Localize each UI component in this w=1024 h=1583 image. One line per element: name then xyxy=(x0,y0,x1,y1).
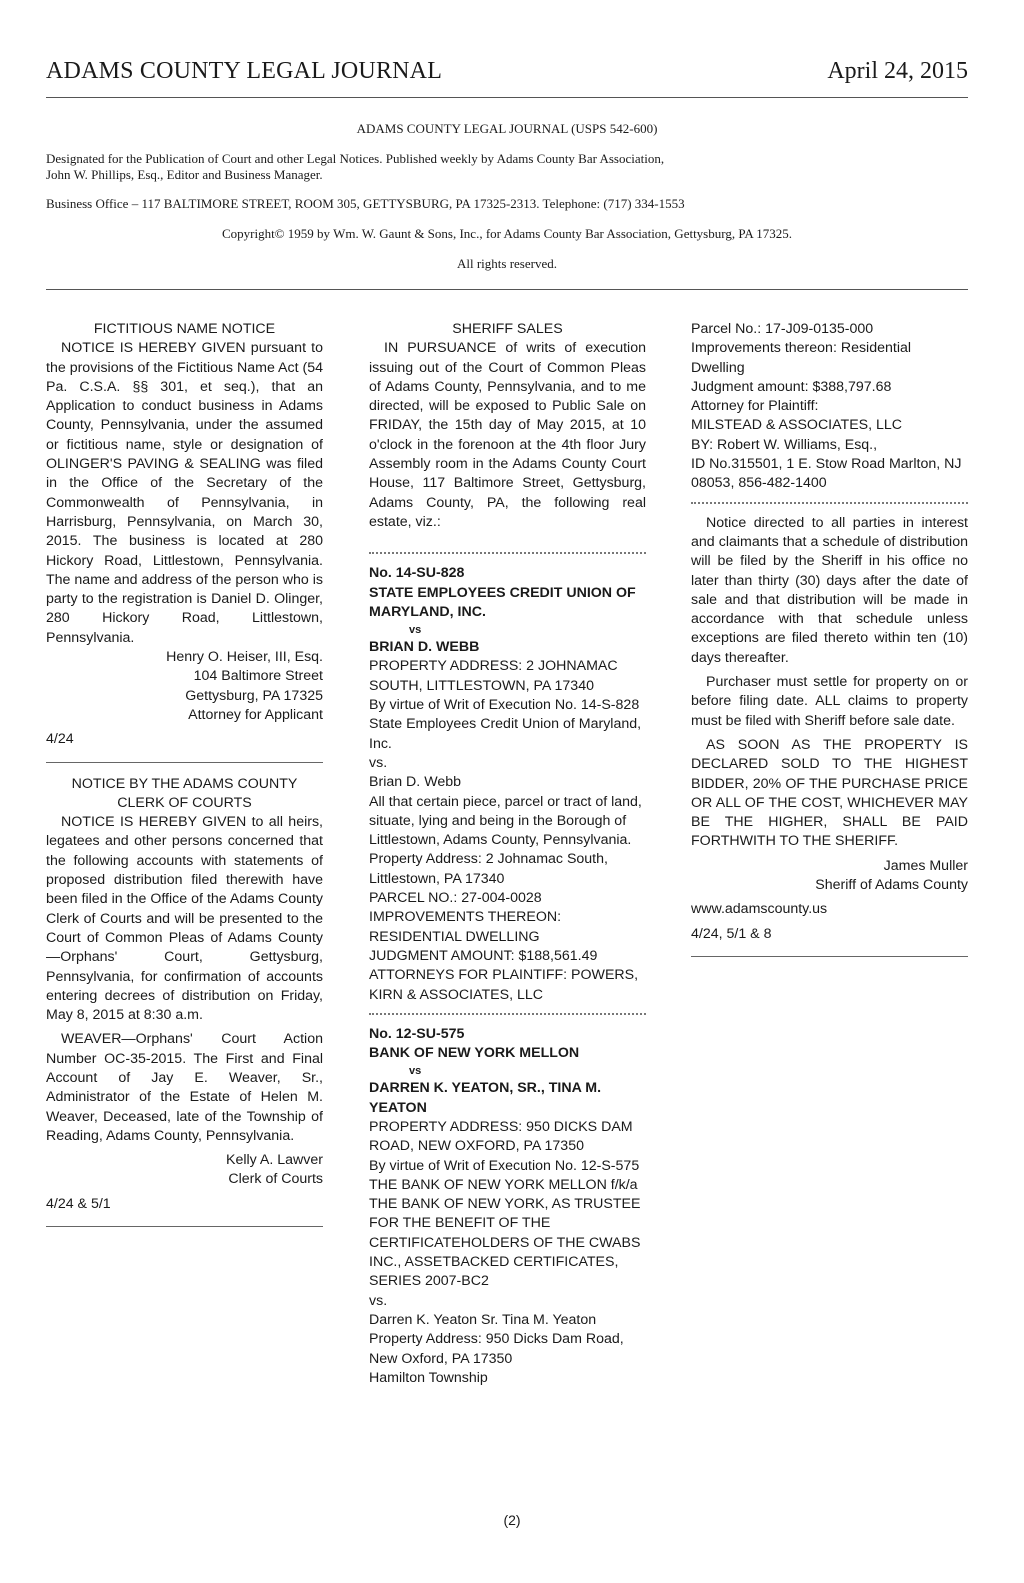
business-office: Business Office – 117 BALTIMORE STREET, ROOM 305, GETTYSBURG, PA 17325-2313. Telephone: (717) 334-1553 xyxy=(46,196,685,211)
column-3 xyxy=(691,320,968,969)
case-line: By virtue of Writ of Execution No. 12-S-575 xyxy=(369,1157,640,1174)
case-plaintiff: STATE EMPLOYEES CREDIT UNION OF MARYLAND, INC. xyxy=(369,584,636,620)
sheriff-heading: SHERIFF SALES xyxy=(452,321,563,337)
fictitious-signature-role: Attorney for Applicant xyxy=(188,706,323,723)
divider xyxy=(691,956,968,957)
case-line: JUDGMENT AMOUNT: $188,561.49 xyxy=(369,947,598,964)
case-line: Darren K. Yeaton Sr. Tina M. Yeaton xyxy=(369,1311,597,1328)
continued-line: Parcel No.: 17-J09-0135-000 xyxy=(691,321,874,337)
continued-line: Attorney for Plaintiff: xyxy=(691,398,819,415)
fictitious-heading: FICTITIOUS NAME NOTICE xyxy=(93,321,276,337)
case-line: Property Address: 950 Dicks Dam Road, New Oxford, PA 17350 xyxy=(369,1331,624,1367)
divider xyxy=(46,1226,323,1227)
case-line: All that certain piece, parcel or tract of land, situate, lying and being in the Borough of Littlestown, Adams County, Pennsylvania. xyxy=(369,793,642,849)
column-1 xyxy=(46,320,323,1239)
fictitious-dates: 4/24 xyxy=(46,731,74,748)
journal-title: ADAMS COUNTY LEGAL JOURNAL xyxy=(46,58,443,84)
continued-line: Improvements thereon: Residential Dwelling xyxy=(691,340,912,376)
continued-line: BY: Robert W. Williams, Esq., xyxy=(691,436,878,453)
page-number: (2) xyxy=(503,1512,521,1528)
fictitious-signature-street: 104 Baltimore Street xyxy=(193,668,323,685)
case-line: PROPERTY ADDRESS: 2 JOHNAMAC SOUTH, LITTLESTOWN, PA 17340 xyxy=(369,658,618,694)
sheriff-website[interactable]: www.adamscounty.us xyxy=(691,901,828,918)
case-plaintiff: BANK OF NEW YORK MELLON xyxy=(369,1045,580,1062)
case-vs: vs xyxy=(409,1065,422,1078)
continued-line: MILSTEAD & ASSOCIATES, LLC xyxy=(691,417,903,434)
clerk-dates: 4/24 & 5/1 xyxy=(46,1195,111,1212)
sheriff-signature-role: Sheriff of Adams County xyxy=(815,877,968,894)
copyright: Copyright© 1959 by Wm. W. Gaunt & Sons, Inc., for Adams County Bar Association, Gettysburg, PA 17325. xyxy=(221,226,793,241)
distribution-notice: Notice directed to all parties in interest and claimants that a schedule of distribution will be filed by the Sheriff in his office no later than thirty (30) days after the date of sale and that distribution will be made in accordance with that schedule unless exceptions are filed thereto within ten (10) days thereafter. xyxy=(691,514,968,666)
case-line: State Employees Credit Union of Maryland, Inc. xyxy=(369,716,642,752)
case-line: Brian D. Webb xyxy=(369,774,461,791)
continued-line: Judgment amount: $388,797.68 xyxy=(691,378,892,395)
sheriff-signature-name: James Muller xyxy=(883,857,968,874)
fictitious-body: NOTICE IS HEREBY GIVEN pursuant to the provisions of the Fictitious Name Act (54 Pa. C.S.A. §§ 301, et seq.), that an Application to conduct business in Adams County, Pennsylvania, under the assumed or fictitious name, style or designation of OLINGER'S PAVING & SEALING was filed in the Office of the Secretary of the Commonwealth of Pennsylvania, in Harrisburg, Pennsylvania, on March 30, 2015. The business is located at 280 Hickory Road, Littlestown, Pennsylvania. The name and address of the person who is party to the registration is Daniel D. Olinger, 280 Hickory Road, Littlestown, Pennsylvania. xyxy=(46,340,323,646)
header-rule xyxy=(46,97,968,98)
clerk-heading-2: CLERK OF COURTS xyxy=(117,794,252,811)
sheriff-dates: 4/24, 5/1 & 8 xyxy=(691,925,772,942)
designation-line-2: John W. Phillips, Esq., Editor and Business Manager. xyxy=(46,167,323,182)
issue-date: April 24, 2015 xyxy=(827,58,968,84)
case-number: No. 12-SU-575 xyxy=(369,1025,465,1042)
case-line: THE BANK OF NEW YORK MELLON f/k/a THE BANK OF NEW YORK, AS TRUSTEE FOR THE BENEFIT OF THE CERTIFICATEHOLDERS OF THE CWABS INC., ASSETBACKED CERTIFICATES, SERIES 2007-BC2 xyxy=(369,1176,641,1290)
case-line: vs. xyxy=(369,1292,388,1309)
dotted-divider xyxy=(691,502,968,504)
case-line: vs. xyxy=(369,754,388,771)
sheriff-intro: IN PURSUANCE of writs of execution issuing out of the Court of Common Pleas of Adams County, Pennsylvania, and to me directed, will be exposed to Public Sale on FRIDAY, the 15th day of May 2015, at 10 o'clock in the forenoon at the 4th floor Jury Assembly room in the Adams County Court House, 117 Baltimore Street, Gettysburg, Adams County, PA, the following real estate, viz.: xyxy=(369,340,646,530)
designation-line-1: Designated for the Publication of Court and other Legal Notices. Published weekly by Adams County Bar Association, xyxy=(46,151,665,166)
case-defendant: BRIAN D. WEBB xyxy=(369,639,480,656)
imprint-rule xyxy=(46,289,968,290)
case-number: No. 14-SU-828 xyxy=(369,565,465,582)
case-line: PROPERTY ADDRESS: 950 DICKS DAM ROAD, NEW OXFORD, PA 17350 xyxy=(369,1118,633,1155)
clerk-signature-role: Clerk of Courts xyxy=(228,1171,323,1188)
case-line: By virtue of Writ of Execution No. 14-S-828 xyxy=(369,697,640,714)
case-line: Hamilton Township xyxy=(369,1369,488,1386)
dotted-divider xyxy=(369,552,646,554)
case-line: Property Address: 2 Johnamac South, Littlestown, PA 17340 xyxy=(369,851,608,887)
case-vs: vs xyxy=(409,624,422,637)
fictitious-signature-city: Gettysburg, PA 17325 xyxy=(185,687,323,704)
dotted-divider xyxy=(369,1013,646,1015)
sold-notice: AS SOON AS THE PROPERTY IS DECLARED SOLD TO THE HIGHEST BIDDER, 20% OF THE PURCHASE PRICE OR ALL OF THE COST, WHICHEVER MAY BE THE HIGHER, SHALL BE PAID FORTHWITH TO THE SHERIFF. xyxy=(691,736,968,850)
case-line: PARCEL NO.: 27-004-0028 xyxy=(369,890,542,907)
fictitious-signature-name: Henry O. Heiser, III, Esq. xyxy=(166,649,323,666)
clerk-signature-name: Kelly A. Lawver xyxy=(226,1152,323,1169)
case-line: ATTORNEYS FOR PLAINTIFF: POWERS, KIRN & ASSOCIATES, LLC xyxy=(369,967,639,1003)
clerk-entry: WEAVER—Orphans' Court Action Number OC-35-2015. The First and Final Account of Jay E. Weaver, Sr., Administrator of the Estate of Helen M. Weaver, Deceased, late of the Township of Reading, Adams County, Pennsylvania. xyxy=(46,1031,323,1144)
column-2 xyxy=(369,320,646,1388)
divider xyxy=(46,762,323,763)
purchaser-notice: Purchaser must settle for property on or before filing date. ALL claims to property must be filed with Sheriff before sale date. xyxy=(691,674,968,729)
clerk-body: NOTICE IS HEREBY GIVEN to all heirs, legatees and other persons concerned that the following accounts with statements of proposed distribution filed therewith have been filed in the Office of the Adams County Clerk of Courts and will be presented to the Court of Common Pleas of Adams County—Orphans' Court, Gettysburg, Pennsylvania, for confirmation of accounts entering decrees of distribution on Friday, May 8, 2015 at 8:30 a.m. xyxy=(46,814,323,1024)
case-defendant: DARREN K. YEATON, SR., TINA M. YEATON xyxy=(369,1080,602,1116)
clerk-heading-1: NOTICE BY THE ADAMS COUNTY xyxy=(71,775,298,792)
case-line: IMPROVEMENTS THEREON: RESIDENTIAL DWELLING xyxy=(369,909,562,945)
usps-line: ADAMS COUNTY LEGAL JOURNAL (USPS 542-600) xyxy=(356,121,658,136)
continued-line: ID No.315501, 1 E. Stow Road Marlton, NJ 08053, 856-482-1400 xyxy=(691,456,962,492)
rights-reserved: All rights reserved. xyxy=(456,256,557,271)
masthead xyxy=(46,58,968,92)
